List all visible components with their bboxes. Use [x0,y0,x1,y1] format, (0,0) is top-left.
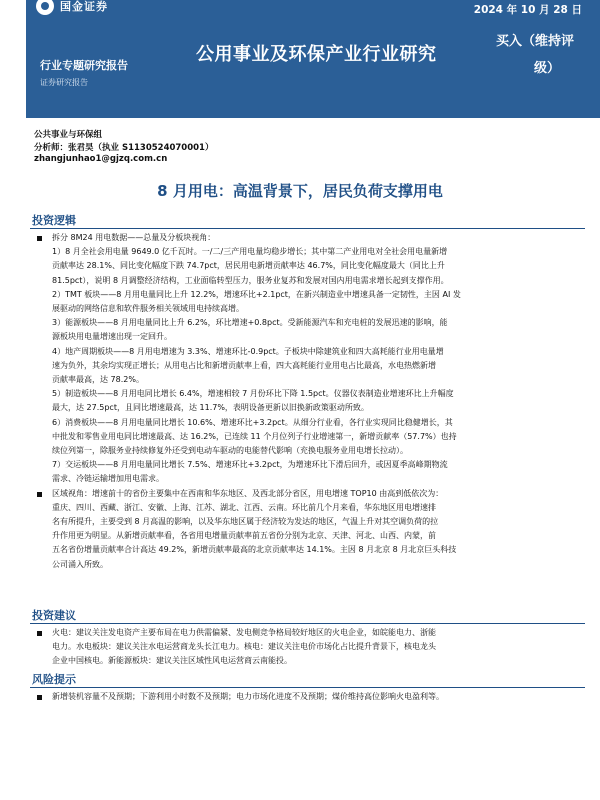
bullet-icon [37,236,42,241]
risk-block [34,690,582,704]
logo-text: 国金证券 [60,0,108,13]
logic-line: 4）地产周期板块——8 月用电增速为 3.3%、增速环比-0.9pct。子板块中除建筑业和四大高耗能行业用电量增 [52,346,444,356]
section-divider-risk [30,687,585,688]
logic-line: 1）8 月全社会用电量 9649.0 亿千瓦时。一/二/三产用电量均稳步增长；其中第二产业用电对全社会用电量新增 [52,247,448,257]
logic-line-text: 区域视角：增速前十的省份主要集中在西南和华东地区、及西北部分省区，用电增速 TOP10 由高到低依次为： [52,488,444,498]
advice-line-text: 火电：建议关注发电资产主要布局在电力供需偏紧、发电侧竞争格局较好地区的火电企业，如皖能电力、浙能 [52,628,436,637]
rating-line-1: 买入（维持评 [496,34,575,49]
logic-line: 贡献率达 28.1%、同比变化幅度下跌 74.7pct，居民用电新增贡献率达 46.7%，同比变化幅度最大（同比上升 [52,261,445,271]
bullet-icon [37,492,42,497]
report-industry-title: 公用事业及环保产业行业研究 [196,44,437,65]
section-divider-logic [30,228,585,229]
logic-line: 名有所提升，主要受到 8 月高温的影响，以及华东地区属于经济较为发达的地区，气温上升对其空调负荷的拉 [52,517,439,527]
logic-line: 7）交运板块——8 月用电量同比增长 7.5%、增速环比+3.2pct，为增速环比下滑后回升，或因夏季高峰期物流 [52,460,448,470]
logic-line [34,487,582,501]
advice-line [34,626,582,640]
risk-line [34,690,582,704]
advice-line: 企业中国核电。新能源板块：建议关注区域性风电运营商云南能投。 [52,656,292,666]
logic-line: 2）TMT 板块——8 月用电量同比上升 12.2%，增速环比+2.1pct，在新兴制造业中增速具备一定韧性，主因 AI 发 [52,289,461,299]
rating-line-2: 级） [534,61,561,76]
report-date: 2024 年 10 月 28 日 [473,4,582,16]
advice-block [34,626,582,669]
logic-line: 升作用更为明显。从新增贡献率看，各省用电增量贡献率前五省份分别为北京、天津、河北、山西、内蒙，前 [52,531,436,541]
logic-line-text: 拆分 8M24 用电数据——总量及分板块视角： [52,233,216,242]
section-title-advice: 投资建议 [32,609,76,622]
bullet-icon [37,695,42,700]
section-title-risk: 风险提示 [32,673,76,686]
logo-circle-icon [36,0,54,15]
logic-line: 源板块用电量增速出现一定回升。 [52,332,172,342]
rating-badge [496,28,600,82]
logic-line: 重庆、四川、西藏、浙江、安徽、上海、江苏、湖北、江西、云南。环比前几个月来看，华东地区用电增速排 [52,502,436,512]
advice-line: 电力。水电板块：建议关注水电运营商龙头长江电力。核电：建议关注电价市场化占比提升背景下，核电龙头 [52,642,436,652]
logic-line: 贡献率最高，达 78.2%。 [52,375,144,385]
report-type: 行业专题研究报告 [40,59,128,72]
logic-line: 五名省份增量贡献率合计高达 49.2%，新增贡献率最高的北京贡献率达 14.1%。主因 8 月北京 8 月北京巨头科技 [52,545,457,555]
logic-line: 最大，达 27.5pct，且同比增速最高，达 11.7%，表明设备更新以旧换新政策驱动所致。 [52,403,369,413]
section-divider-advice [30,623,585,624]
logic-line: 展驱动的网络信息和软件服务相关领域用电持续高增。 [52,304,244,314]
report-subtitle: 证券研究报告 [40,78,88,87]
logic-line: 续位列第一，除服务业持续修复外还受到电动车驱动的电能替代影响（充换电服务业用电增长拉动）。 [52,446,408,456]
logic-line: 速为负外，其余均实现正增长；从用电占比和新增贡献率上看，四大高耗能行业用电占比最高，水电热燃新增 [52,360,436,370]
brand-logo [36,0,108,15]
analyst-email[interactable]: zhangjunhao1@gjzq.com.cn [34,154,168,164]
logic-line [34,231,582,245]
logic-line: 5）制造板块——8 月用电同比增长 6.4%，增速相较 7 月份环比下降 1.5pct。仪器仪表制造业增速环比上升幅度 [52,389,454,399]
logic-line: 公司涌入所致。 [52,559,108,569]
logic-line: 81.5pct），说明 8 月调整经济结构，工业面临转型压力，服务业复苏和发展对国内用电需求增长起到支撑作用。 [52,275,449,285]
section-title-logic: 投资逻辑 [32,214,76,227]
risk-line-text: 新增装机容量不及预期；下游利用小时数不及预期；电力市场化进度不及预期；煤价维持高位影响火电盈利等。 [52,692,444,701]
logic-line: 3）能源板块——8 月用电量同比上升 6.2%，环比增速+0.8pct。受新能源汽车和充电桩的发展迅速的影响，能 [52,318,448,328]
header-banner [26,0,600,118]
analyst-info: 分析师：张君昊（执业 S1130524070001） [34,143,214,153]
page-title: 8 月用电：高温背景下，居民负荷支撑用电 [157,182,443,200]
bullet-icon [37,631,42,636]
logic-block [34,231,582,572]
research-group: 公共事业与环保组 [34,130,103,140]
logic-line: 中批发和零售业用电同比增速最高、达 16.2%，已连续 11 个月位列子行业增速第一，新增贡献率（57.7%）也持 [52,431,457,441]
logic-line: 需求、冷链运输增加用电需求。 [52,474,164,484]
logic-line: 6）消费板块——8 月用电量同比增长 10.6%、增速环比+3.2pct。从细分行业看，各行业实现同比稳健增长，其 [52,417,453,427]
